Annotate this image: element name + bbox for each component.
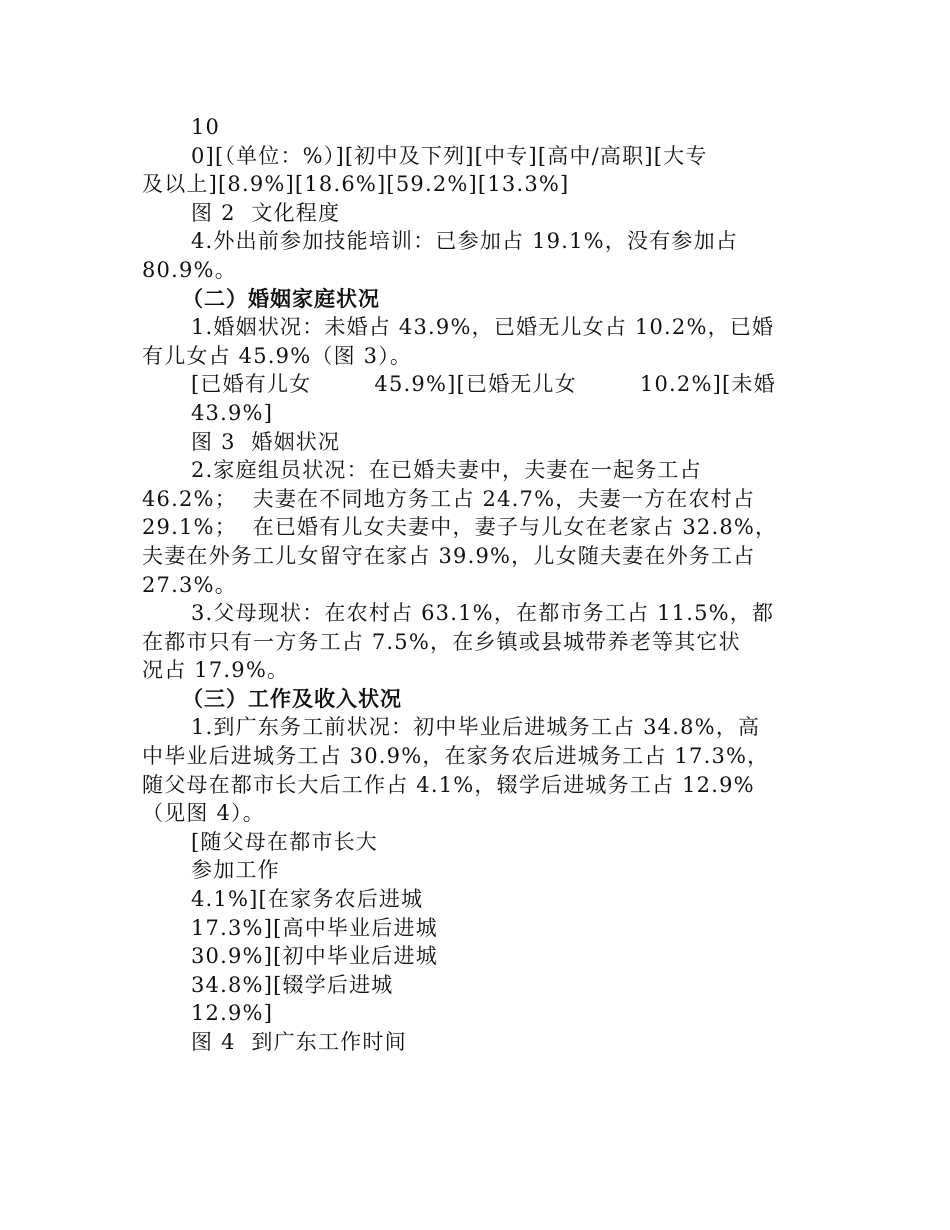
text-line: 在都市只有一方务工占 7.5%，在乡镇或县城带养老等其它状: [142, 629, 741, 654]
text-line: （见图 4）。: [142, 801, 265, 826]
text-line: 29.1%； 在已婚有儿女夫妻中，妻子与儿女在老家占 32.8%，: [142, 515, 778, 540]
text-line: 2.家庭组员状况：在已婚夫妻中，夫妻在一起务工占: [191, 458, 702, 483]
text-line: 30.9%][初中毕业后进城: [191, 944, 438, 969]
text-line: [已婚有儿女 45.9%][已婚无儿女 10.2%][未婚: [191, 372, 776, 397]
document-body: [142, 113, 812, 1057]
text-line: 1.到广东务工前状况：初中毕业后进城务工占 34.8%，高: [191, 715, 761, 740]
text-line: 43.9%]: [191, 400, 274, 425]
text-line: 27.3%。: [142, 572, 237, 597]
text-line: 夫妻在外务工儿女留守在家占 39.9%，儿女随夫妻在外务工占: [142, 543, 756, 568]
text-line: [随父母在都市长大: [191, 829, 378, 854]
figure-caption: 图 2 文化程度: [191, 200, 341, 225]
text-line: 46.2%； 夫妻在不同地方务工占 24.7%，夫妻一方在农村占: [142, 486, 756, 511]
text-line: 4.外出前参加技能培训：已参加占 19.1%，没有参加占: [191, 229, 739, 254]
text-line: 3.父母现状：在农村占 63.1%，在都市务工占 11.5%，都: [191, 601, 775, 626]
text-line: 随父母在都市长大后工作占 4.1%，辍学后进城务工占 12.9%: [142, 772, 755, 797]
text-line: 12.9%]: [191, 1001, 274, 1026]
text-line: 参加工作: [191, 858, 280, 883]
section-heading: （二）婚姻家庭状况: [182, 286, 380, 311]
section-heading: （三）工作及收入状况: [182, 686, 402, 711]
text-line: 况占 17.9%。: [142, 658, 290, 683]
text-line: 1.婚姻状况：未婚占 43.9%，已婚无儿女占 10.2%，已婚: [191, 315, 775, 340]
text-line: 17.3%][高中毕业后进城: [191, 915, 438, 940]
text-line: 10: [191, 115, 221, 139]
text-line: 及以上][8.9%][18.6%][59.2%][13.3%]: [142, 172, 570, 197]
text-line: 80.9%。: [142, 257, 237, 282]
figure-caption: 图 4 到广东工作时间: [191, 1030, 407, 1054]
text-line: 有儿女占 45.9%（图 3）。: [142, 343, 413, 368]
text-line: 34.8%][辍学后进城: [191, 972, 394, 997]
text-line: 4.1%][在家务农后进城: [191, 887, 424, 912]
text-line: 中毕业后进城务工占 30.9%，在家务农后进城务工占 17.3%，: [142, 744, 770, 769]
figure-caption: 图 3 婚姻状况: [191, 429, 341, 454]
text-line: 0][（单位：%）][初中及下列][中专][高中/高职][大专: [191, 143, 708, 168]
